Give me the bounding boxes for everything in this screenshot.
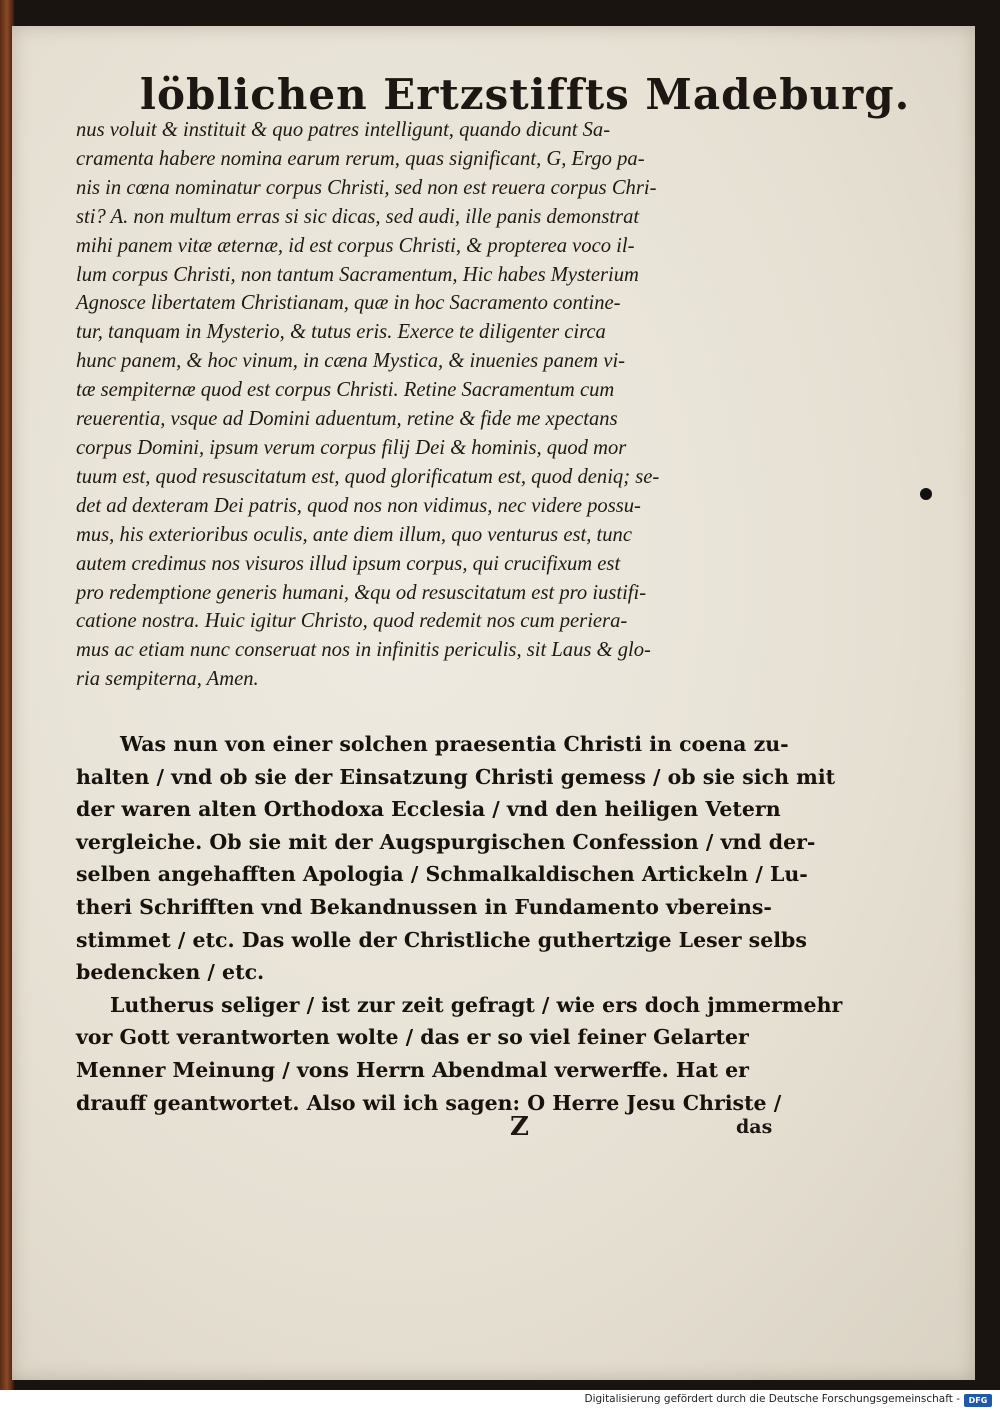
dfg-logo: DFG [964, 1394, 992, 1407]
text-line: Agnosce libertatem Christianam, quæ in hoc Sacramento contine- [76, 292, 621, 315]
text-line: ria sempiterna, Amen. [76, 668, 259, 691]
text-line: nus voluit & instituit & quo patres intelligunt, quando dicunt Sa- [76, 119, 611, 141]
catchword: das [736, 1116, 773, 1138]
signature-mark: Z [510, 1112, 529, 1142]
text-line: cramenta habere nomina earum rerum, quas significant, G, Ergo pa- [76, 147, 645, 170]
text-line: mus ac etiam nunc conseruat nos in infinitis periculis, sit Laus & glo- [76, 639, 651, 662]
text-line: vergleiche. Ob sie mit der Augspurgischen Confession / vnd der- [76, 829, 816, 854]
text-line: halten / vnd ob sie der Einsatzung Christi gemess / ob sie sich mit [76, 764, 836, 789]
text-line: Lutherus seliger / ist zur zeit gefragt / wie ers doch jmmermehr [110, 992, 843, 1017]
ink-dot [920, 488, 932, 500]
text-line: selben angehafften Apologia / Schmalkaldischen Artickeln / Lu- [76, 862, 808, 887]
text-line: hunc panem, & hoc vinum, in cæna Mystica, & inuenies panem vi- [76, 350, 626, 373]
text-line: nis in cœna nominatur corpus Christi, sed non est reuera corpus Chri- [76, 176, 657, 199]
text-line: vor Gott verantworten wolte / das er so viel feiner Gelarter [76, 1025, 749, 1050]
german-text-block [76, 728, 843, 1119]
text-line: lum corpus Christi, non tantum Sacramentum, Hic habes Mysterium [76, 263, 639, 286]
text-line: Was nun von einer solchen praesentia Christi in coena zu- [120, 732, 789, 756]
text-line: sti? A. non multum erras si sic dicas, sed audi, ille panis demonstrat [76, 205, 640, 228]
text-line: pro redemptione generis humani, &qu od resuscitatum est pro iustifi- [76, 581, 647, 604]
running-head: löblichen Ertzstiffts Madeburg. [140, 70, 911, 119]
text-line: stimmet / etc. Das wolle der Christliche guthertzige Leser selbs [76, 927, 807, 952]
text-line: bedencken / etc. [76, 960, 265, 985]
text-line: Menner Meinung / vons Herrn Abendmal verwerffe. Hat er [76, 1057, 749, 1082]
text-line: der waren alten Orthodoxa Ecclesia / vnd den heiligen Vetern [76, 797, 781, 822]
text-line: tur, tanquam in Mysterio, & tutus eris. Exerce te diligenter circa [76, 321, 606, 344]
text-line: mus, his exterioribus oculis, ante diem illum, quo venturus est, tunc [76, 523, 632, 546]
text-line: catione nostra. Huic igitur Christo, quod redemit nos cum periera- [76, 610, 628, 633]
text-line: autem credimus nos visuros illud ipsum corpus, qui crucifixum est [76, 552, 621, 575]
text-line: tæ sempiternæ quod est corpus Christi. Retine Sacramentum cum [76, 379, 615, 402]
text-line: corpus Domini, ipsum verum corpus filij Dei & hominis, quod mor [76, 436, 627, 459]
text-line: drauff geantwortet. Also wil ich sagen: O Herre Jesu Christe / [76, 1090, 782, 1115]
text-line: mihi panem vitæ æternæ, id est corpus Christi, & propterea voco il- [76, 234, 635, 257]
latin-text-block [76, 116, 796, 694]
text-line: reuerentia, vsque ad Domini aduentum, retine & fide me xpectans [76, 408, 618, 431]
text-line: theri Schrifften vnd Bekandnussen in Fundamento vbereins- [76, 894, 772, 919]
text-line: tuum est, quod resuscitatum est, quod glorificatum est, quod deniq; se- [76, 465, 660, 488]
footer-credit: Digitalisierung gefördert durch die Deutsche Forschungsgemeinschaft - [584, 1393, 960, 1405]
text-line: det ad dexteram Dei patris, quod nos non vidimus, nec videre possu- [76, 494, 641, 517]
